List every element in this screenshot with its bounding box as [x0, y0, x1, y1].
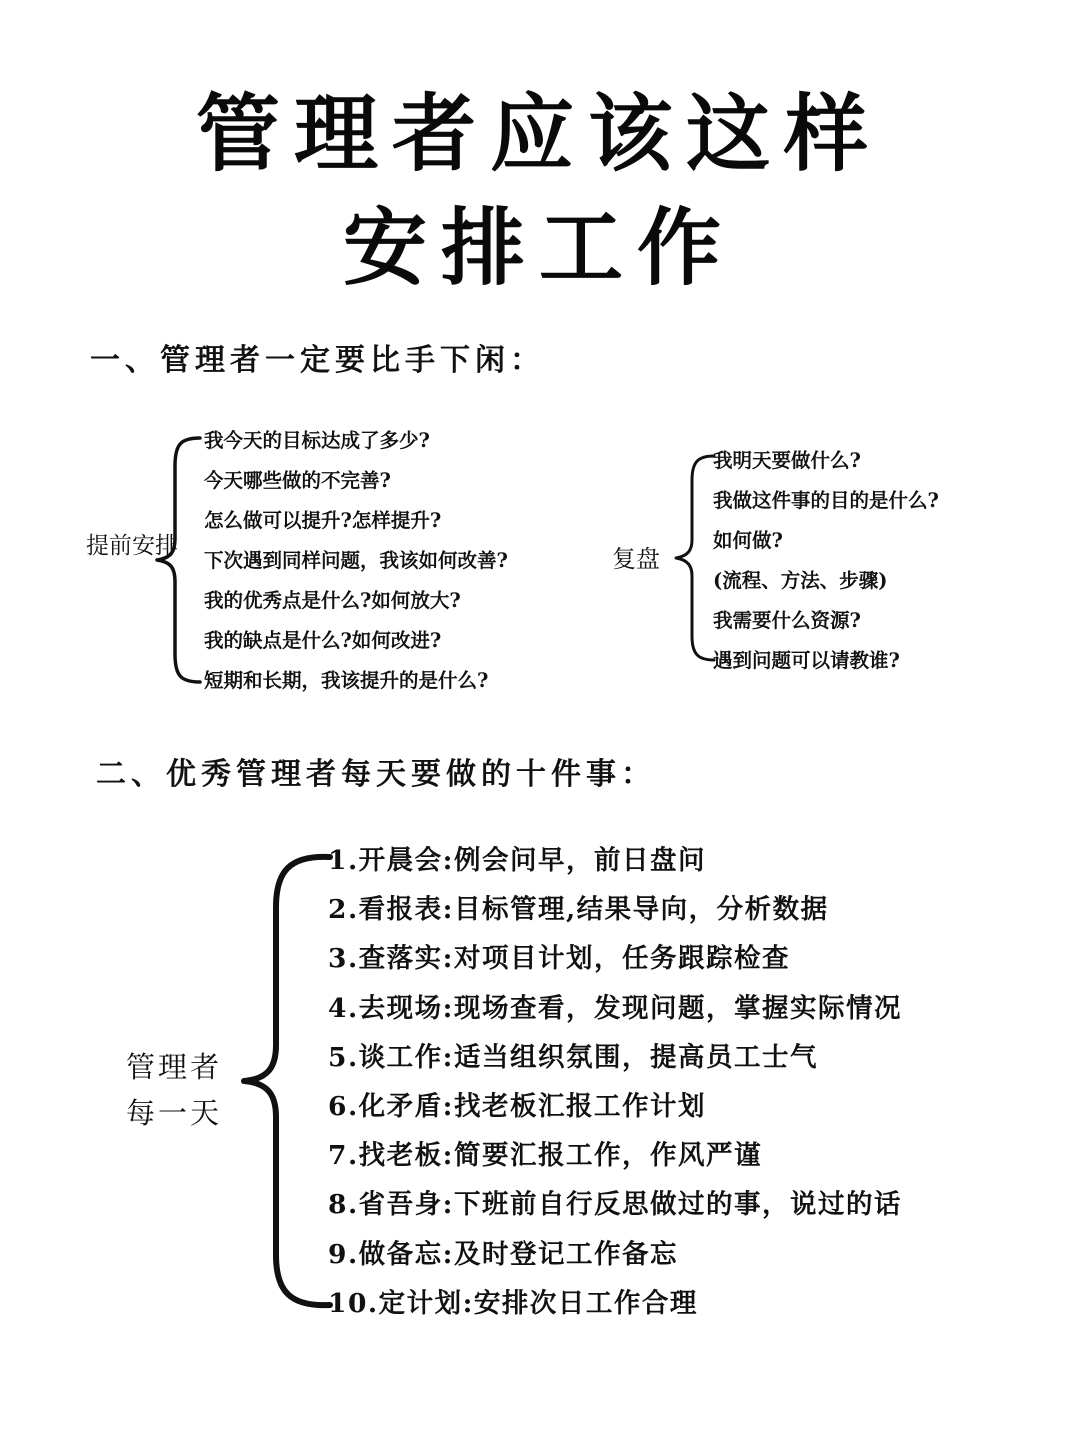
review-question-list [713, 441, 939, 681]
daily-task-list [328, 836, 902, 1328]
daily-task: 2.看报表:目标管理,结果导向，分析数据 [328, 894, 829, 926]
daily-task: 1.开晨会:例会问早，前日盘问 [328, 845, 706, 876]
review-question: 我做这件事的目的是什么? [713, 489, 939, 512]
page-title-line-1: 管理者应该这样 [195, 85, 882, 183]
daily-task: 10.定计划:安排次日工作合理 [328, 1287, 698, 1319]
review-question: (流程、方法、步骤) [713, 569, 888, 592]
page-title-line-2: 安排工作 [342, 199, 735, 297]
daily-task: 4.去现场:现场查看，发现问题，掌握实际情况 [328, 992, 902, 1024]
daily-label-line-1: 管理者 [126, 1050, 223, 1084]
prep-brace [145, 430, 205, 690]
daily-brace [230, 845, 340, 1325]
daily-task: 6.化矛盾:找老板汇报工作计划 [328, 1090, 706, 1122]
daily-group-label [126, 1044, 222, 1136]
daily-task: 9.做备忘:及时登记工作备忘 [328, 1238, 678, 1270]
review-question: 我明天要做什么? [713, 449, 861, 472]
prep-question: 今天哪些做的不完善? [204, 469, 391, 492]
prep-question: 我的缺点是什么?如何改进? [204, 629, 442, 652]
daily-task: 7.找老板:简要汇报工作，作风严谨 [328, 1140, 762, 1172]
daily-label-line-2: 每一天 [126, 1096, 223, 1130]
prep-question: 怎么做可以提升?怎样提升? [204, 509, 442, 532]
review-group-label: 复盘 [612, 545, 660, 573]
prep-question: 短期和长期，我该提升的是什么? [204, 669, 489, 692]
prep-question: 下次遇到同样问题，我该如何改善? [204, 549, 508, 572]
section2-heading: 二、优秀管理者每天要做的十件事： [96, 757, 656, 792]
review-question: 遇到问题可以请教谁? [713, 649, 900, 672]
prep-question: 我今天的目标达成了多少? [204, 429, 430, 452]
daily-task: 8.省吾身:下班前自行反思做过的事，说过的话 [328, 1189, 902, 1221]
prep-question-list [204, 421, 508, 701]
daily-task: 5.谈工作:适当组织氛围，提高员工士气 [328, 1041, 818, 1073]
prep-question: 我的优秀点是什么?如何放大? [204, 589, 461, 612]
review-question: 如何做? [713, 529, 783, 552]
review-brace [668, 450, 718, 665]
prep-group-label: 提前安排 [86, 533, 178, 559]
daily-task: 3.查落实:对项目计划，任务跟踪检查 [328, 943, 790, 975]
review-question: 我需要什么资源? [713, 609, 861, 632]
section1-heading: 一、管理者一定要比手下闲： [90, 343, 545, 378]
